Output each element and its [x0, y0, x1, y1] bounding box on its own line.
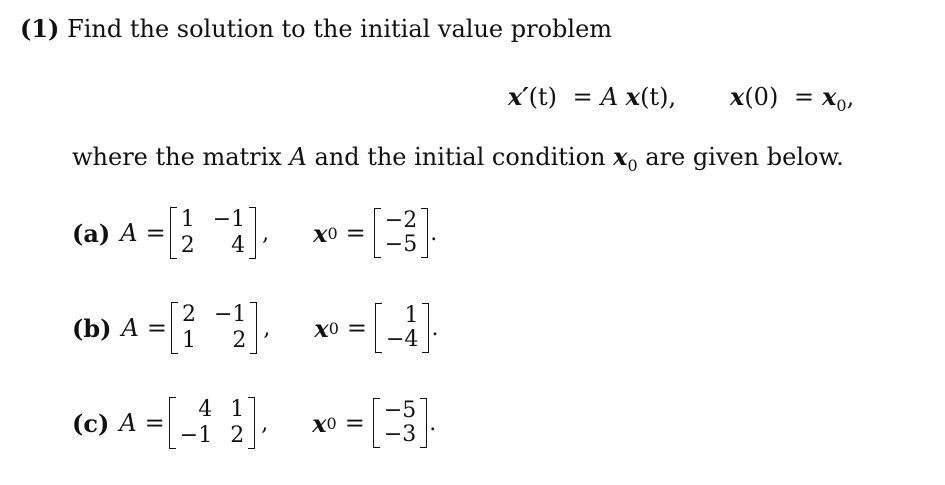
x0-symbol: x	[313, 218, 328, 248]
t-argument: (t)	[640, 83, 669, 111]
right-bracket	[422, 303, 429, 353]
comma: ,	[668, 83, 677, 111]
equals-sign: =	[572, 83, 593, 111]
description-post: are given below.	[637, 143, 844, 171]
matrix-entry: 4	[198, 397, 213, 422]
subscript-0: 0	[326, 413, 337, 433]
vector-x0	[375, 303, 429, 353]
equals-sign: =	[144, 409, 165, 437]
left-bracket	[374, 208, 381, 258]
vector-entry: −2	[384, 208, 418, 233]
matrix-entry: 2	[232, 328, 247, 353]
equals-sign: =	[793, 83, 815, 111]
matrix-A-symbol: A	[289, 143, 307, 171]
comma: ,	[261, 410, 269, 436]
matrix-entry: −1	[213, 302, 247, 327]
matrix-A-symbol: A	[121, 314, 139, 342]
right-bracket	[249, 207, 256, 259]
matrix-A-symbol: A	[600, 83, 619, 111]
vector-entry: −4	[386, 327, 419, 352]
period: .	[430, 220, 438, 246]
comma: ,	[263, 315, 271, 341]
comma: ,	[262, 220, 270, 246]
left-bracket	[170, 207, 177, 259]
equals-sign: =	[346, 314, 367, 342]
right-bracket	[250, 302, 257, 354]
equals-sign: =	[345, 219, 366, 247]
matrix-A	[170, 207, 256, 259]
right-bracket	[421, 208, 428, 258]
vector-entry: −3	[383, 422, 417, 447]
problem-heading	[20, 14, 612, 43]
matrix-entry: 4	[231, 233, 246, 258]
description-text	[72, 142, 844, 175]
matrix-entry: −1	[179, 423, 213, 448]
subscript-0: 0	[327, 223, 338, 243]
matrix-A	[169, 397, 255, 449]
problem-number: (1)	[20, 14, 60, 43]
left-bracket	[373, 398, 380, 448]
vector-entry: 1	[404, 303, 419, 328]
x0-symbol: x	[312, 408, 327, 438]
ode-equation	[508, 82, 676, 111]
equals-sign: =	[344, 409, 365, 437]
matrix-A-symbol: A	[119, 409, 137, 437]
comma: ,	[846, 83, 855, 111]
period: .	[429, 410, 437, 436]
zero-argument: (0)	[744, 83, 779, 111]
description-pre: where the matrix	[72, 143, 290, 171]
part-c	[72, 397, 436, 449]
part-b	[72, 302, 438, 354]
subscript-0: 0	[328, 318, 339, 338]
x-prime-symbol: x′	[508, 82, 529, 111]
left-bracket	[169, 397, 176, 449]
period: .	[431, 315, 439, 341]
part-label: (a)	[72, 218, 111, 248]
right-bracket	[420, 398, 427, 448]
matrix-entry: −1	[212, 207, 246, 232]
vector-x0	[373, 398, 427, 448]
matrix-entry: 2	[230, 423, 245, 448]
subscript-0: 0	[836, 95, 847, 115]
vector-x0	[374, 208, 428, 258]
initial-condition-equation	[730, 82, 854, 115]
matrix-entry: 1	[230, 397, 245, 422]
problem-prompt: Find the solution to the initial value problem	[67, 15, 613, 43]
vector-entry: −5	[383, 398, 417, 423]
part-label: (c)	[72, 408, 110, 438]
description-mid: and the initial condition	[306, 143, 614, 171]
matrix-entry: 1	[181, 328, 196, 353]
part-label: (b)	[72, 313, 112, 343]
x0-symbol: x	[613, 142, 628, 171]
part-a	[72, 207, 437, 259]
right-bracket	[248, 397, 255, 449]
x-symbol: x	[625, 82, 641, 111]
left-bracket	[171, 302, 178, 354]
matrix-entry: 2	[180, 233, 195, 258]
matrix-entry: 2	[181, 302, 196, 327]
x0-symbol: x	[822, 82, 837, 111]
left-bracket	[375, 303, 382, 353]
equals-sign: =	[146, 314, 167, 342]
x0-symbol: x	[314, 313, 329, 343]
matrix-entry: 1	[180, 207, 195, 232]
t-argument: (t)	[528, 83, 558, 111]
matrix-A-symbol: A	[120, 219, 138, 247]
x-symbol: x	[730, 82, 745, 111]
subscript-0: 0	[627, 155, 638, 175]
equals-sign: =	[145, 219, 166, 247]
matrix-A	[171, 302, 257, 354]
vector-entry: −5	[384, 232, 418, 257]
